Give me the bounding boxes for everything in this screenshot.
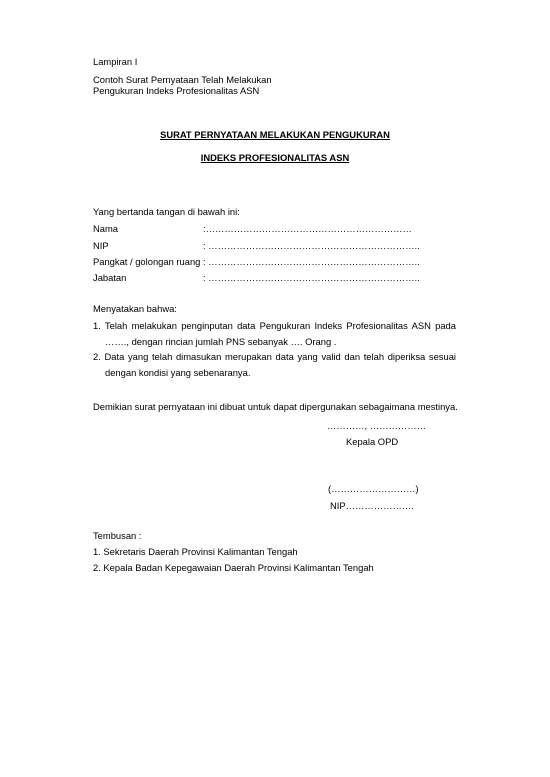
cc-heading: Tembusan : [93,530,142,541]
signature-name: (………………………) [328,483,419,494]
document-title-line1: SURAT PERNYATAAN MELAKUKAN PENGUKURAN [160,129,390,140]
field-row-pangkat [93,256,420,267]
attachment-label: Lampiran I [93,56,138,67]
field-label: NIP [93,240,109,251]
field-value: :………………………………………………………… [203,223,412,234]
statement-item-2-line2: dengan kondisi yang sebenaranya. [105,367,251,378]
statement-intro: Menyatakan bahwa: [93,303,177,314]
statement-item-2-line1: 2. Data yang telah dimasukan merupakan data yang valid dan telah diperiksa sesuai [93,351,456,362]
field-label: Jabatan [93,272,127,283]
closing-text: Demikian surat pernyataan ini dibuat untuk dapat dipergunakan sebagaimana mestinya. [93,401,458,412]
header-subtitle-line1: Contoh Surat Pernyataan Telah Melakukan [93,74,272,85]
document-title-line2: INDEKS PROFESIONALITAS ASN [200,152,350,163]
statement-item-1-line1: 1. Telah melakukan penginputan data Pengukuran Indeks Profesionalitas ASN pada [93,320,456,331]
signature-nip: NIP…………………. [330,500,414,511]
intro-text: Yang bertanda tangan di bawah ini: [93,206,240,217]
header-subtitle-line2: Pengukuran Indeks Profesionalitas ASN [93,85,260,96]
field-row-jabatan [93,272,420,283]
field-label: Pangkat / golongan ruang [93,256,201,267]
field-label: Nama [93,223,119,234]
signature-place-date: …………, ……………… [327,420,426,431]
field-value: : ………………………………………………………….. [203,256,420,267]
field-row-nama [93,223,412,234]
statement-item-1-line2: ……., dengan rincian jumlah PNS sebanyak …. Orang . [105,336,337,347]
cc-item-2: 2. Kepala Badan Kepegawaian Daerah Provinsi Kalimantan Tengah [93,562,374,573]
signature-position: Kepala OPD [346,436,399,447]
field-value: : ………………………………………………………….. [203,272,420,283]
field-value: : ………………………………………………………….. [203,240,420,251]
field-row-nip [93,240,420,251]
cc-item-1: 1. Sekretaris Daerah Provinsi Kalimantan Tengah [93,546,298,557]
